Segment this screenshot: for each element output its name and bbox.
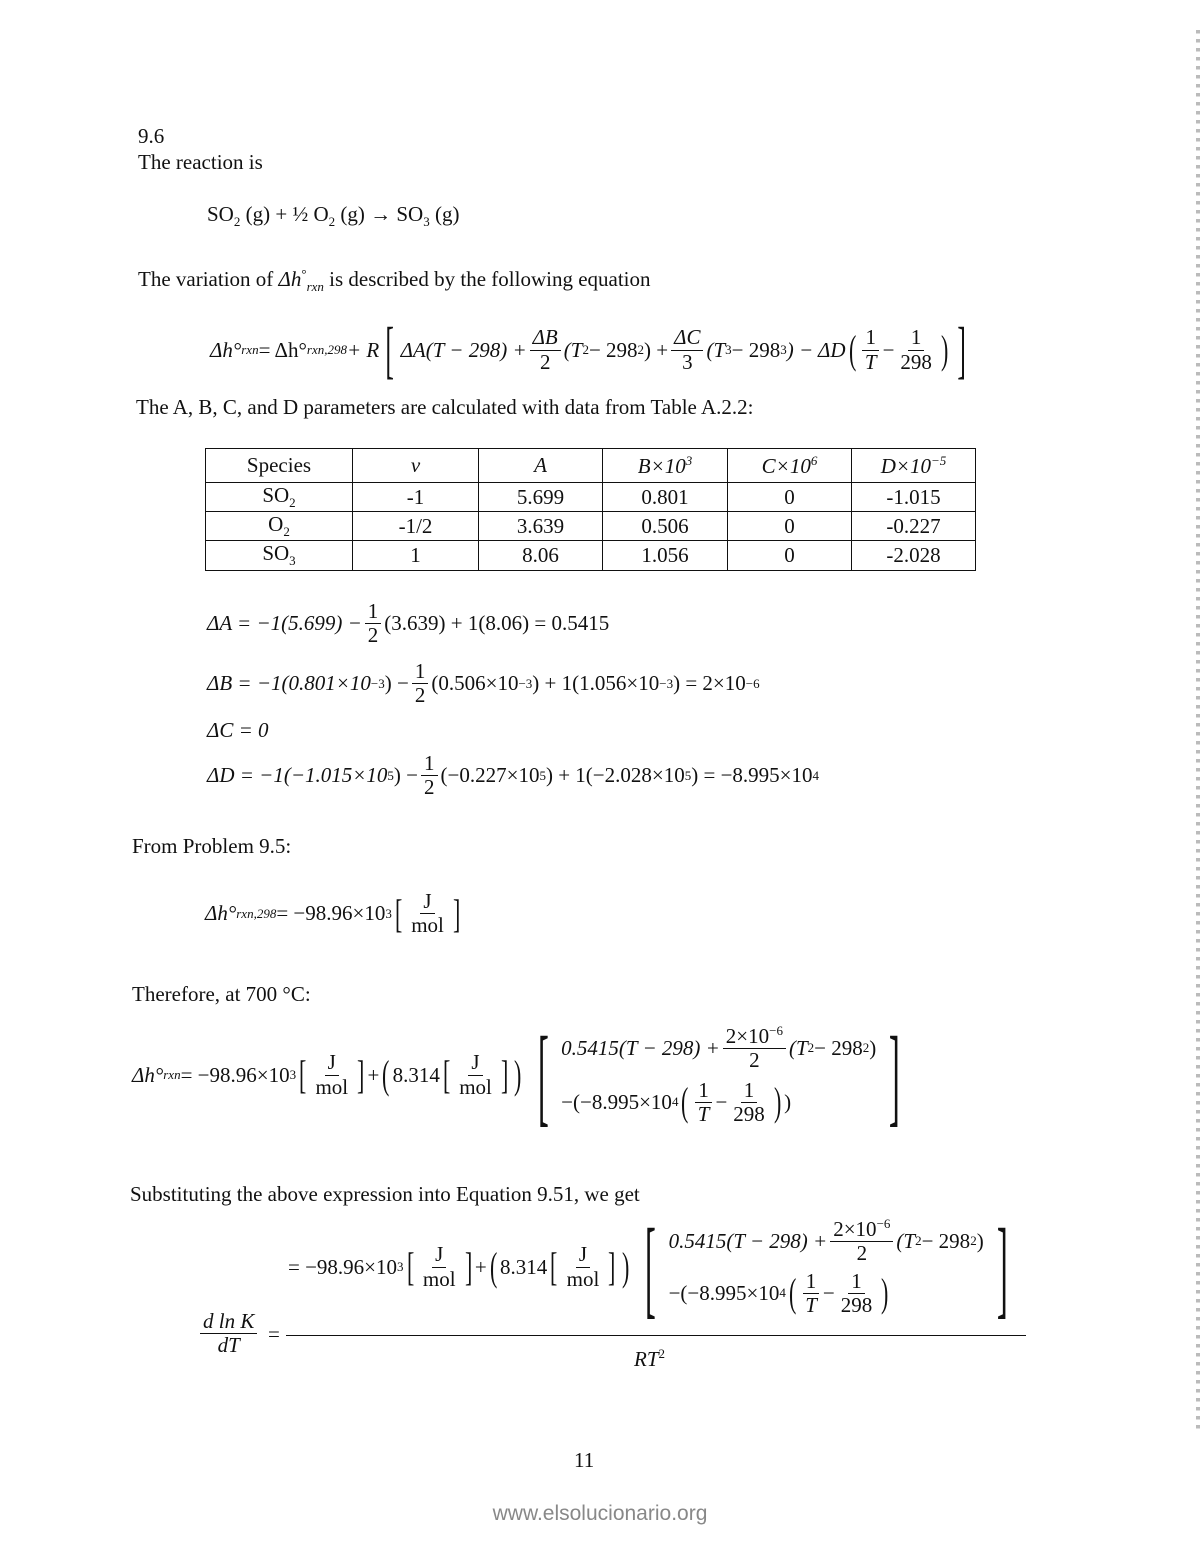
cell-a: 5.699: [479, 483, 603, 512]
reaction-intro: The reaction is: [138, 150, 263, 174]
variation-text: The variation of $\Delta h^\circ_{rxn}$ is described by the following equation: [138, 266, 651, 295]
header-species: Species: [206, 449, 353, 483]
reaction-equation: $SO_2$ (g) + ½ $O_2$ $(g) \to SO_3$ (g): [207, 202, 460, 230]
cell-d: -1.015: [852, 483, 976, 512]
cell-a: 8.06: [479, 541, 603, 570]
enthalpy-700c-expression: Δh° rxn = −98.96×10 3 [ $\frac{J}{\text{mol}}$ ] + ( 8.314 [ $\frac{J}{\text{mol}}$ ] ) [ 0.5415(T − 298) + $\frac{2\times 10^{-6}}{2}$ (T 2 − 298 2 ) −(−8.995×10 4 ( $\frac{1}{T}$ − $\frac{1}{298}$ ) ) ]: [132, 1014, 901, 1136]
delta-c-equation: ΔC = 0: [207, 718, 269, 742]
header-c: $C\times 10^6$: [728, 449, 852, 483]
substituting-text: Substituting the above expression into Equation 9.51, we get: [130, 1182, 640, 1206]
delta-a-equation: ΔA = −1(5.699) − $\frac{1}{2}$ (3.639) + 1(8.06) = 0.5415: [207, 599, 610, 648]
dlnk-numerator: = −98.96×10 3 [ $\frac{J}{\text{mol}}$ ] + ( 8.314 [ $\frac{J}{\text{mol}}$ ] ) [ 0.5415(T − 298) + $\frac{2\times 10^{-6}}{2}$ (T 2 − 298 2 ) −(−8.995×10 4 ( $\frac{1}{T}$ − $\frac{1}{298}$ ) ]: [288, 1206, 1008, 1328]
cell-c: 0: [728, 512, 852, 541]
table-row: [206, 541, 976, 570]
cell-d: -2.028: [852, 541, 976, 570]
cell-species: $O_2$: [206, 512, 353, 541]
cell-nu: 1: [353, 541, 479, 570]
cell-nu: -1: [353, 483, 479, 512]
therefore-text: Therefore, at 700 °C:: [132, 982, 311, 1006]
footer-website: www.elsolucionario.org: [492, 1502, 708, 1525]
table-row: [206, 512, 976, 541]
dlnk-equals: =: [268, 1322, 280, 1346]
cell-a: 3.639: [479, 512, 603, 541]
standard-enthalpy-298: Δh° rxn,298 = −98.96×10 3 [ $\frac{J}{\text{mol}}$ ]: [205, 889, 461, 938]
header-nu: ν: [353, 449, 479, 483]
header-b: $B\times 10^3$: [603, 449, 728, 483]
parameter-table: [205, 448, 976, 571]
dlnk-fraction: $\frac{\text{d ln K}}{dT}$: [200, 1310, 257, 1357]
cell-c: 0: [728, 541, 852, 570]
cell-d: -0.227: [852, 512, 976, 541]
dlnk-denominator: $RT^2$: [634, 1346, 666, 1371]
cell-c: 0: [728, 483, 852, 512]
dlnk-fraction-bar: [286, 1335, 1026, 1336]
cell-b: 0.801: [603, 483, 728, 512]
cell-nu: -1/2: [353, 512, 479, 541]
table-row: [206, 483, 976, 512]
delta-d-equation: ΔD = −1(−1.015×10 5 ) − $\frac{1}{2}$ (−0.227×10 5 ) + 1(−2.028×10 5 ) = −8.995×10 4: [207, 751, 820, 800]
enthalpy-temperature-equation: Δh° rxn = Δh° rxn,298 + R [ ΔA(T − 298) + $\frac{\Delta B}{2}$ (T 2 − 298 2 ) + $\frac{\Delta C}{3}$ (T 3 − 298 3 ) − ΔD ( $\frac{1}{T}$ − $\frac{1}{298}$ ) ]: [210, 314, 967, 385]
from-problem-text: From Problem 9.5:: [132, 834, 292, 858]
header-d: $D\times 10^{-5}$: [852, 449, 976, 483]
table-intro: The A, B, C, and D parameters are calculated with data from Table A.2.2:: [136, 395, 754, 419]
problem-number: 9.6: [138, 124, 165, 148]
scan-edge-artifact: [1196, 30, 1200, 1430]
page-number: 11: [574, 1448, 595, 1472]
header-a: A: [479, 449, 603, 483]
cell-b: 1.056: [603, 541, 728, 570]
cell-b: 0.506: [603, 512, 728, 541]
delta-b-equation: ΔB = −1(0.801×10 −3 ) − $\frac{1}{2}$ (0.506×10 −3 ) + 1(1.056×10 −3 ) = 2×10 −6: [207, 659, 760, 708]
cell-species: $SO_3$: [206, 541, 353, 570]
table-header-row: [206, 449, 976, 483]
cell-species: $SO_2$: [206, 483, 353, 512]
